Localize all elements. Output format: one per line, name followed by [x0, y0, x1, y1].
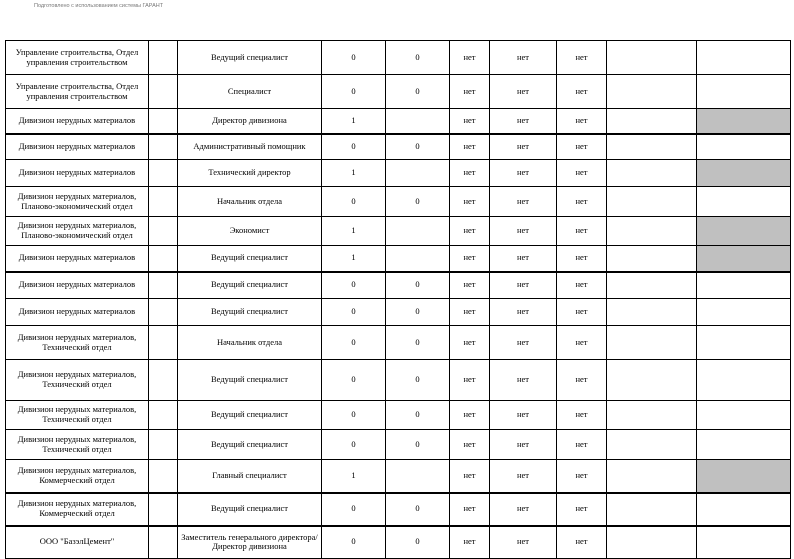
flag-b-cell: нет [490, 134, 557, 160]
blank-cell [607, 187, 697, 217]
blank-cell [149, 299, 178, 326]
blank-cell [607, 401, 697, 430]
value1-cell: 1 [322, 460, 386, 493]
marker-cell [697, 134, 791, 160]
table-row [6, 75, 791, 109]
unit-cell: Дивизион нерудных материалов, Планово-экономический отдел [6, 187, 149, 217]
flag-b-cell: нет [490, 160, 557, 187]
blank-cell [607, 217, 697, 246]
table-row [6, 430, 791, 460]
blank-cell [149, 360, 178, 401]
header-note: Подготовлено с использованием системы ГАРАНТ [34, 3, 164, 9]
table-row [6, 460, 791, 493]
flag-a-cell: нет [450, 217, 490, 246]
unit-cell: Дивизион нерудных материалов, Коммерческий отдел [6, 460, 149, 493]
table-row [6, 160, 791, 187]
flag-a-cell: нет [450, 160, 490, 187]
blank-cell [149, 326, 178, 360]
position-cell: Ведущий специалист [178, 360, 322, 401]
blank-cell [149, 460, 178, 493]
blank-cell [607, 430, 697, 460]
value2-cell: 0 [386, 272, 450, 299]
marker-cell [697, 109, 791, 134]
table-row [6, 526, 791, 559]
unit-cell: Дивизион нерудных материалов, Технический отдел [6, 360, 149, 401]
value2-cell: 0 [386, 75, 450, 109]
value2-cell: 0 [386, 41, 450, 75]
position-cell: Ведущий специалист [178, 41, 322, 75]
blank-cell [607, 246, 697, 272]
flag-b-cell: нет [490, 493, 557, 526]
blank-cell [607, 526, 697, 559]
blank-cell [149, 217, 178, 246]
flag-c-cell: нет [557, 75, 607, 109]
flag-c-cell: нет [557, 217, 607, 246]
value1-cell: 1 [322, 217, 386, 246]
unit-cell: Дивизион нерудных материалов, Коммерческий отдел [6, 493, 149, 526]
flag-b-cell: нет [490, 109, 557, 134]
unit-cell: Дивизион нерудных материалов [6, 109, 149, 134]
value1-cell: 0 [322, 187, 386, 217]
marker-cell [697, 360, 791, 401]
value1-cell: 0 [322, 493, 386, 526]
marker-cell [697, 401, 791, 430]
flag-a-cell: нет [450, 246, 490, 272]
position-cell: Технический директор [178, 160, 322, 187]
flag-a-cell: нет [450, 493, 490, 526]
value1-cell: 1 [322, 246, 386, 272]
position-cell: Начальник отдела [178, 187, 322, 217]
flag-a-cell: нет [450, 75, 490, 109]
unit-cell: Дивизион нерудных материалов [6, 272, 149, 299]
blank-cell [607, 299, 697, 326]
flag-b-cell: нет [490, 401, 557, 430]
marker-cell [697, 160, 791, 187]
flag-b-cell: нет [490, 326, 557, 360]
position-cell: Начальник отдела [178, 326, 322, 360]
flag-c-cell: нет [557, 360, 607, 401]
flag-c-cell: нет [557, 401, 607, 430]
position-cell: Ведущий специалист [178, 401, 322, 430]
blank-cell [607, 160, 697, 187]
table-row [6, 246, 791, 272]
table-row [6, 109, 791, 134]
marker-cell [697, 217, 791, 246]
blank-cell [607, 272, 697, 299]
blank-cell [149, 430, 178, 460]
position-cell: Заместитель генерального директора/Директор дивизиона [178, 526, 322, 559]
value1-cell: 0 [322, 299, 386, 326]
blank-cell [149, 109, 178, 134]
marker-cell [697, 430, 791, 460]
position-cell: Главный специалист [178, 460, 322, 493]
flag-c-cell: нет [557, 460, 607, 493]
marker-cell [697, 246, 791, 272]
blank-cell [149, 134, 178, 160]
table-row [6, 299, 791, 326]
value2-cell: 0 [386, 430, 450, 460]
table-row [6, 41, 791, 75]
value1-cell: 0 [322, 272, 386, 299]
table-row [6, 401, 791, 430]
value2-cell [386, 160, 450, 187]
blank-cell [149, 526, 178, 559]
position-cell: Ведущий специалист [178, 246, 322, 272]
value1-cell: 0 [322, 41, 386, 75]
flag-a-cell: нет [450, 526, 490, 559]
flag-b-cell: нет [490, 187, 557, 217]
blank-cell [607, 109, 697, 134]
blank-cell [149, 187, 178, 217]
flag-a-cell: нет [450, 187, 490, 217]
blank-cell [607, 360, 697, 401]
value2-cell [386, 217, 450, 246]
flag-a-cell: нет [450, 460, 490, 493]
flag-a-cell: нет [450, 41, 490, 75]
value2-cell: 0 [386, 526, 450, 559]
marker-cell [697, 75, 791, 109]
unit-cell: Управление строительства, Отдел управления строительством [6, 75, 149, 109]
position-cell: Ведущий специалист [178, 299, 322, 326]
flag-b-cell: нет [490, 526, 557, 559]
flag-b-cell: нет [490, 75, 557, 109]
table-row [6, 272, 791, 299]
value1-cell: 1 [322, 160, 386, 187]
unit-cell: Дивизион нерудных материалов [6, 134, 149, 160]
table-row [6, 134, 791, 160]
table-row [6, 493, 791, 526]
blank-cell [149, 75, 178, 109]
position-cell: Ведущий специалист [178, 493, 322, 526]
blank-cell [607, 134, 697, 160]
flag-c-cell: нет [557, 41, 607, 75]
position-cell: Директор дивизиона [178, 109, 322, 134]
value2-cell: 0 [386, 134, 450, 160]
table-row [6, 326, 791, 360]
blank-cell [607, 326, 697, 360]
value2-cell: 0 [386, 187, 450, 217]
flag-a-cell: нет [450, 401, 490, 430]
table-row [6, 360, 791, 401]
flag-c-cell: нет [557, 134, 607, 160]
unit-cell: Дивизион нерудных материалов, Планово-экономический отдел [6, 217, 149, 246]
blank-cell [607, 41, 697, 75]
value2-cell: 0 [386, 493, 450, 526]
flag-c-cell: нет [557, 299, 607, 326]
flag-b-cell: нет [490, 246, 557, 272]
value2-cell [386, 246, 450, 272]
flag-c-cell: нет [557, 526, 607, 559]
table-row [6, 187, 791, 217]
flag-c-cell: нет [557, 109, 607, 134]
unit-cell: Дивизион нерудных материалов [6, 299, 149, 326]
value1-cell: 0 [322, 430, 386, 460]
value1-cell: 1 [322, 109, 386, 134]
flag-b-cell: нет [490, 430, 557, 460]
table-row [6, 217, 791, 246]
flag-b-cell: нет [490, 299, 557, 326]
flag-b-cell: нет [490, 272, 557, 299]
value2-cell [386, 109, 450, 134]
unit-cell: Управление строительства, Отдел управления строительством [6, 41, 149, 75]
flag-c-cell: нет [557, 272, 607, 299]
value1-cell: 0 [322, 75, 386, 109]
marker-cell [697, 526, 791, 559]
blank-cell [607, 493, 697, 526]
flag-c-cell: нет [557, 326, 607, 360]
flag-c-cell: нет [557, 246, 607, 272]
value1-cell: 0 [322, 401, 386, 430]
position-cell: Ведущий специалист [178, 272, 322, 299]
flag-b-cell: нет [490, 217, 557, 246]
marker-cell [697, 493, 791, 526]
positions-table [5, 40, 791, 559]
unit-cell: Дивизион нерудных материалов [6, 246, 149, 272]
flag-a-cell: нет [450, 109, 490, 134]
blank-cell [607, 75, 697, 109]
flag-a-cell: нет [450, 326, 490, 360]
flag-c-cell: нет [557, 187, 607, 217]
flag-b-cell: нет [490, 460, 557, 493]
flag-c-cell: нет [557, 430, 607, 460]
flag-c-cell: нет [557, 160, 607, 187]
value1-cell: 0 [322, 526, 386, 559]
flag-b-cell: нет [490, 41, 557, 75]
unit-cell: ООО "БазэлЦемент" [6, 526, 149, 559]
marker-cell [697, 187, 791, 217]
value2-cell: 0 [386, 401, 450, 430]
flag-a-cell: нет [450, 272, 490, 299]
marker-cell [697, 326, 791, 360]
value2-cell: 0 [386, 326, 450, 360]
flag-a-cell: нет [450, 299, 490, 326]
value2-cell: 0 [386, 299, 450, 326]
flag-a-cell: нет [450, 134, 490, 160]
blank-cell [149, 401, 178, 430]
blank-cell [149, 246, 178, 272]
blank-cell [149, 41, 178, 75]
marker-cell [697, 41, 791, 75]
marker-cell [697, 272, 791, 299]
flag-a-cell: нет [450, 430, 490, 460]
value2-cell: 0 [386, 360, 450, 401]
position-cell: Административный помощник [178, 134, 322, 160]
unit-cell: Дивизион нерудных материалов, Технический отдел [6, 430, 149, 460]
unit-cell: Дивизион нерудных материалов, Технический отдел [6, 401, 149, 430]
flag-a-cell: нет [450, 360, 490, 401]
position-cell: Специалист [178, 75, 322, 109]
unit-cell: Дивизион нерудных материалов, Технический отдел [6, 326, 149, 360]
value2-cell [386, 460, 450, 493]
marker-cell [697, 460, 791, 493]
blank-cell [607, 460, 697, 493]
value1-cell: 0 [322, 360, 386, 401]
unit-cell: Дивизион нерудных материалов [6, 160, 149, 187]
marker-cell [697, 299, 791, 326]
position-cell: Ведущий специалист [178, 430, 322, 460]
flag-c-cell: нет [557, 493, 607, 526]
value1-cell: 0 [322, 134, 386, 160]
position-cell: Экономист [178, 217, 322, 246]
blank-cell [149, 160, 178, 187]
blank-cell [149, 493, 178, 526]
flag-b-cell: нет [490, 360, 557, 401]
value1-cell: 0 [322, 326, 386, 360]
blank-cell [149, 272, 178, 299]
